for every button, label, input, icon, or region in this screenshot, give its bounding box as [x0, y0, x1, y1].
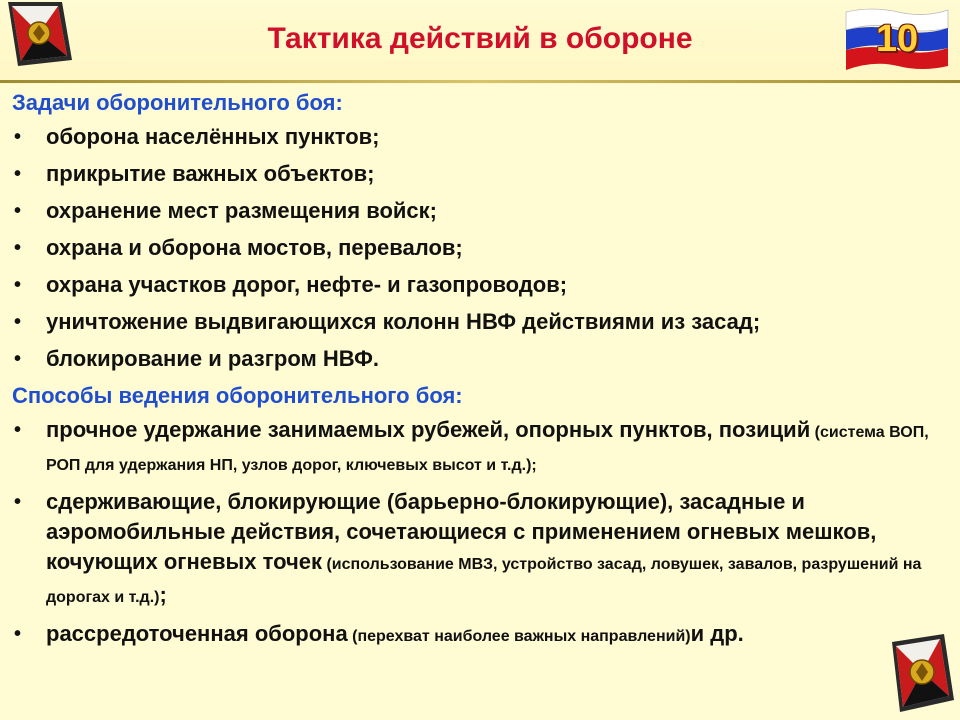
method-main-text: прочное удержание занимаемых рубежей, опорных пунктов, позиций [46, 417, 811, 442]
method-main-text: сдерживающие, блокирующие (барьерно-блокирующие), засадные и аэромобильные действия, сочетающиеся с применением огневых мешков, кочующих огневых точек [46, 489, 877, 574]
slide-content [12, 88, 947, 658]
tasks-list [12, 122, 947, 374]
list-item [12, 619, 947, 652]
list-item: • оборона населённых пунктов; [12, 122, 947, 152]
list-item: • блокирование и разгром НВФ. [12, 344, 947, 374]
method-tail-text: и др. [690, 621, 744, 646]
methods-list [12, 415, 947, 652]
list-item: • прикрытие важных объектов; [12, 159, 947, 189]
list-item: • охрана и оборона мостов, перевалов; [12, 233, 947, 263]
list-item: • охрана участков дорог, нефте- и газопроводов; [12, 270, 947, 300]
military-emblem-icon [878, 628, 958, 718]
method-note-text: (перехват наиболее важных направлений) [347, 628, 691, 645]
slide-title: Тактика действий в обороне [267, 22, 693, 55]
list-item [12, 487, 947, 613]
slide-number: 10 [875, 18, 919, 60]
list-item [12, 415, 947, 481]
tasks-heading: Задачи оборонительного боя: [12, 90, 343, 115]
list-item: • уничтожение выдвигающихся колонн НВФ действиями из засад; [12, 307, 947, 337]
methods-heading: Способы ведения оборонительного боя: [12, 383, 463, 408]
method-note-text: (использование МВЗ, устройство засад, ловушек, завалов, разрушений на дорогах и т.д.) [46, 556, 922, 606]
header-divider [0, 80, 960, 83]
method-tail-text: ; [159, 582, 167, 607]
method-note-text: (система ВОП, РОП для удержания НП, узлов дорог, ключевых высот и т.д.); [46, 424, 929, 474]
method-main-text: рассредоточенная оборона [46, 621, 348, 646]
list-item: • охранение мест размещения войск; [12, 196, 947, 226]
